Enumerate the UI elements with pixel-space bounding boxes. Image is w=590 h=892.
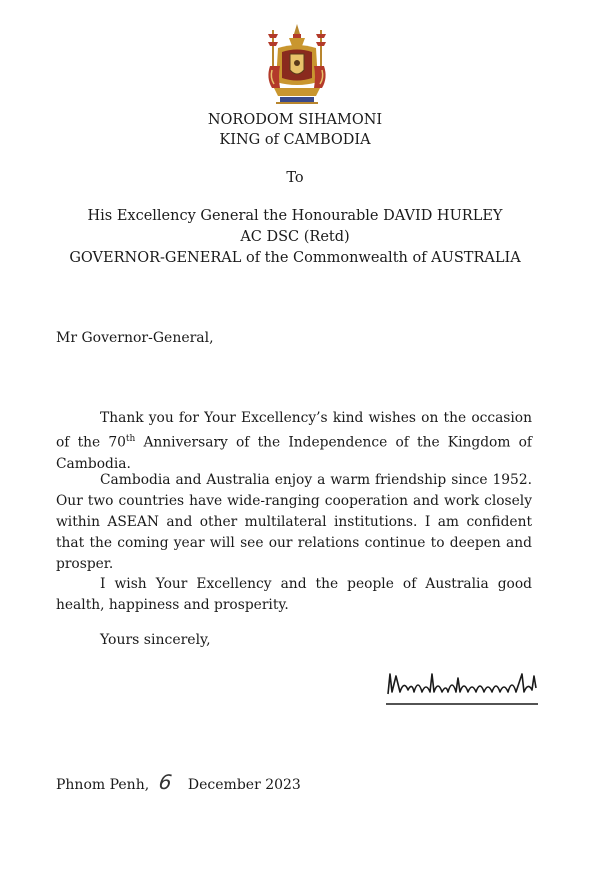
ordinal-suffix: th (125, 434, 136, 444)
royal-arms-of-cambodia-icon (260, 22, 334, 106)
recipient-line-2: AC DSC (Retd) (240, 229, 350, 245)
date-month-year: December 2023 (187, 777, 301, 793)
paragraph-1-part-1: Thank you for Your Excellency’s kind wishes on the occasion of the 70 (56, 410, 532, 451)
sender-title: KING of CAMBODIA (219, 132, 371, 148)
paragraph-1 (56, 408, 532, 475)
date-day-handwritten: 6 (157, 770, 174, 794)
closing: Yours sincerely, (100, 632, 211, 648)
handwritten-signature (384, 662, 544, 712)
date-place: Phnom Penh, (56, 777, 150, 793)
to-label: To (286, 170, 304, 186)
recipient-block (0, 206, 590, 269)
paragraph-2: Cambodia and Australia enjoy a warm friendship since 1952. Our two countries have wide-ranging cooperation and work closely within ASEAN and other multilateral institutions. I am confident that the coming year will see our relations continue to deepen and prosper. (56, 472, 532, 572)
salutation: Mr Governor-General, (56, 330, 214, 346)
sender-name: NORODOM SIHAMONI (207, 112, 383, 128)
recipient-line-1: His Excellency General the Honourable DAVID HURLEY (87, 208, 503, 224)
paragraph-1-part-2: Anniversary of the Independence of the Kingdom of Cambodia. (56, 434, 532, 472)
dateline (56, 770, 301, 794)
paragraph-3: I wish Your Excellency and the people of Australia good health, happiness and prosperity. (56, 576, 532, 613)
recipient-line-3: GOVERNOR-GENERAL of the Commonwealth of AUSTRALIA (69, 250, 521, 266)
